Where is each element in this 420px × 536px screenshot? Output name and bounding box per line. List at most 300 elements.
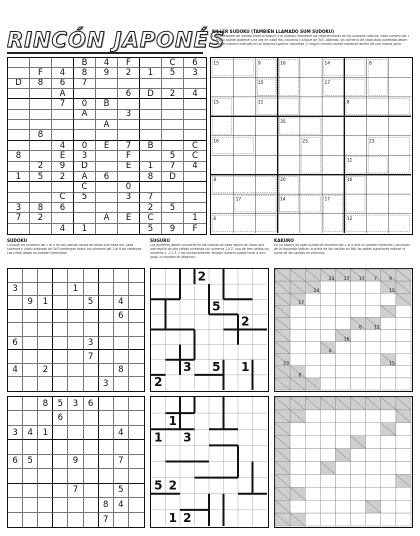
- sudoku-cell[interactable]: 6: [53, 411, 68, 425]
- sudoku-cell[interactable]: 3: [8, 203, 30, 213]
- sudoku-cell[interactable]: 9: [96, 68, 118, 78]
- sudoku-cell[interactable]: [114, 323, 129, 337]
- sudoku-cell[interactable]: [38, 484, 53, 498]
- sudoku-cell[interactable]: [84, 440, 99, 454]
- sudoku-cell[interactable]: 1: [140, 162, 162, 172]
- sudoku-cell[interactable]: [84, 455, 99, 469]
- sudoku-cell[interactable]: [52, 182, 74, 192]
- sudoku-cell[interactable]: 3: [84, 337, 99, 351]
- sudoku-cell[interactable]: D: [140, 89, 162, 99]
- sudoku-cell[interactable]: 4: [23, 426, 38, 440]
- sudoku-cell[interactable]: 5: [74, 193, 96, 203]
- sudoku-cell[interactable]: [96, 182, 118, 192]
- sudoku-cell[interactable]: 6: [8, 337, 23, 351]
- sudoku-cell[interactable]: 0: [74, 99, 96, 109]
- sudoku-cell[interactable]: [38, 377, 53, 391]
- sudoku-cell[interactable]: [129, 484, 144, 498]
- sudoku-cell[interactable]: F: [30, 68, 52, 78]
- sudoku-cell[interactable]: [23, 364, 38, 378]
- sudoku-cell[interactable]: [114, 337, 129, 351]
- sudoku-cell[interactable]: [8, 498, 23, 512]
- sudoku-cell[interactable]: [129, 513, 144, 527]
- sudoku-cell[interactable]: D: [74, 162, 96, 172]
- sudoku-cell[interactable]: [140, 151, 162, 161]
- sudoku-cell[interactable]: [99, 269, 114, 283]
- sudoku-cell[interactable]: [30, 58, 52, 68]
- sudoku-cell[interactable]: 8: [38, 397, 53, 411]
- sudoku-cell[interactable]: [8, 141, 30, 151]
- sudoku-cell[interactable]: A: [74, 172, 96, 182]
- sudoku-cell[interactable]: 4: [114, 426, 129, 440]
- sudoku-cell[interactable]: [53, 455, 68, 469]
- sudoku-cell[interactable]: [114, 469, 129, 483]
- sudoku-cell[interactable]: [23, 269, 38, 283]
- sudoku-cell[interactable]: [8, 310, 23, 324]
- sudoku-cell[interactable]: 3: [118, 110, 140, 120]
- sudoku-cell[interactable]: [99, 469, 114, 483]
- sudoku-cell[interactable]: [8, 323, 23, 337]
- sudoku-cell[interactable]: [23, 498, 38, 512]
- sudoku-cell[interactable]: [99, 337, 114, 351]
- sudoku-cell[interactable]: [38, 350, 53, 364]
- sudoku-cell[interactable]: [118, 172, 140, 182]
- sudoku-cell[interactable]: 5: [30, 172, 52, 182]
- sudoku-cell[interactable]: A: [96, 120, 118, 130]
- sudoku-cell[interactable]: [140, 130, 162, 140]
- sudoku-cell[interactable]: 8: [114, 364, 129, 378]
- sudoku-cell[interactable]: [140, 79, 162, 89]
- sudoku-cell[interactable]: C: [74, 182, 96, 192]
- sudoku-cell[interactable]: 1: [184, 213, 206, 223]
- sudoku-cell[interactable]: [114, 411, 129, 425]
- sudoku-cell[interactable]: [52, 130, 74, 140]
- sudoku-cell[interactable]: [162, 130, 184, 140]
- sudoku-cell[interactable]: [8, 469, 23, 483]
- sudoku-cell[interactable]: [162, 213, 184, 223]
- sudoku-cell[interactable]: [74, 89, 96, 99]
- sudoku-cell[interactable]: [162, 193, 184, 203]
- sudoku-cell[interactable]: A: [96, 213, 118, 223]
- sudoku-cell[interactable]: [23, 440, 38, 454]
- sudoku-cell[interactable]: [118, 79, 140, 89]
- sudoku-cell[interactable]: 5: [84, 296, 99, 310]
- sudoku-cell[interactable]: 1: [38, 296, 53, 310]
- sudoku-cell[interactable]: 2: [162, 89, 184, 99]
- sudoku-cell[interactable]: [23, 350, 38, 364]
- sudoku-cell[interactable]: [114, 513, 129, 527]
- sudoku-cell[interactable]: [129, 498, 144, 512]
- sudoku-cell[interactable]: 6: [84, 397, 99, 411]
- sudoku-cell[interactable]: [8, 224, 30, 234]
- sudoku-cell[interactable]: 3: [68, 397, 83, 411]
- sudoku-cell[interactable]: 8: [30, 130, 52, 140]
- sudoku-cell[interactable]: F: [118, 151, 140, 161]
- sudoku-cell[interactable]: C: [162, 58, 184, 68]
- sudoku-cell[interactable]: [140, 58, 162, 68]
- sudoku-cell[interactable]: 7: [84, 350, 99, 364]
- sudoku-cell[interactable]: [53, 310, 68, 324]
- sudoku-cell[interactable]: [140, 182, 162, 192]
- sudoku-cell[interactable]: 7: [140, 193, 162, 203]
- sudoku-cell[interactable]: 6: [114, 310, 129, 324]
- sudoku-cell[interactable]: 2: [118, 68, 140, 78]
- sudoku-cell[interactable]: [68, 377, 83, 391]
- sudoku-cell[interactable]: [8, 193, 30, 203]
- sudoku-cell[interactable]: [99, 283, 114, 297]
- sudoku-cell[interactable]: [8, 484, 23, 498]
- sudoku-cell[interactable]: [68, 469, 83, 483]
- sudoku-cell[interactable]: [99, 350, 114, 364]
- sudoku-cell[interactable]: [84, 310, 99, 324]
- sudoku-cell[interactable]: [38, 513, 53, 527]
- sudoku-cell[interactable]: [84, 283, 99, 297]
- sudoku-cell[interactable]: [99, 310, 114, 324]
- sudoku-cell[interactable]: [99, 426, 114, 440]
- sudoku-cell[interactable]: 9: [23, 296, 38, 310]
- sudoku-cell[interactable]: 8: [99, 498, 114, 512]
- sudoku-cell[interactable]: [129, 411, 144, 425]
- sudoku-cell[interactable]: [23, 377, 38, 391]
- sudoku-cell[interactable]: [129, 337, 144, 351]
- sudoku-cell[interactable]: [30, 89, 52, 99]
- sudoku-cell[interactable]: [99, 364, 114, 378]
- sudoku-cell[interactable]: [8, 99, 30, 109]
- sudoku-cell[interactable]: [53, 323, 68, 337]
- sudoku-cell[interactable]: [84, 498, 99, 512]
- sudoku-cell[interactable]: [53, 364, 68, 378]
- sudoku-cell[interactable]: 4: [184, 162, 206, 172]
- sudoku-cell[interactable]: 8: [30, 203, 52, 213]
- sudoku-cell[interactable]: 7: [74, 79, 96, 89]
- sudoku-cell[interactable]: 2: [140, 203, 162, 213]
- sudoku-cell[interactable]: 7: [68, 484, 83, 498]
- sudoku-cell[interactable]: A: [52, 89, 74, 99]
- sudoku-cell[interactable]: [118, 120, 140, 130]
- sudoku-cell[interactable]: 4: [52, 224, 74, 234]
- sudoku-cell[interactable]: 5: [162, 151, 184, 161]
- sudoku-cell[interactable]: 4: [114, 296, 129, 310]
- sudoku-cell[interactable]: [184, 203, 206, 213]
- sudoku-cell[interactable]: [23, 323, 38, 337]
- sudoku-cell[interactable]: [96, 224, 118, 234]
- sudoku-cell[interactable]: [53, 440, 68, 454]
- sudoku-cell[interactable]: [30, 110, 52, 120]
- sudoku-cell[interactable]: [84, 364, 99, 378]
- sudoku-cell[interactable]: [84, 411, 99, 425]
- sudoku-cell[interactable]: [114, 440, 129, 454]
- sudoku-cell[interactable]: 0: [74, 141, 96, 151]
- sudoku-cell[interactable]: 4: [114, 498, 129, 512]
- sudoku-cell[interactable]: [129, 440, 144, 454]
- sudoku-cell[interactable]: 1: [140, 68, 162, 78]
- sudoku-cell[interactable]: [53, 426, 68, 440]
- sudoku-cell[interactable]: 4: [52, 141, 74, 151]
- sudoku-cell[interactable]: [114, 397, 129, 411]
- sudoku-cell[interactable]: 5: [162, 203, 184, 213]
- sudoku-cell[interactable]: 2: [30, 162, 52, 172]
- sudoku-cell[interactable]: [99, 411, 114, 425]
- sudoku-cell[interactable]: [114, 350, 129, 364]
- sudoku-cell[interactable]: [118, 224, 140, 234]
- sudoku-cell[interactable]: [30, 120, 52, 130]
- sudoku-cell[interactable]: 6: [184, 58, 206, 68]
- sudoku-cell[interactable]: [38, 269, 53, 283]
- sudoku-cell[interactable]: [30, 193, 52, 203]
- sudoku-cell[interactable]: [68, 440, 83, 454]
- sudoku-cell[interactable]: [8, 440, 23, 454]
- sudoku-cell[interactable]: [184, 193, 206, 203]
- sudoku-cell[interactable]: [140, 99, 162, 109]
- sudoku-cell[interactable]: 8: [30, 79, 52, 89]
- sudoku-cell[interactable]: [8, 162, 30, 172]
- sudoku-cell[interactable]: [38, 498, 53, 512]
- sudoku-cell[interactable]: [52, 58, 74, 68]
- sudoku-cell[interactable]: A: [74, 110, 96, 120]
- sudoku-cell[interactable]: [129, 350, 144, 364]
- sudoku-cell[interactable]: C: [52, 193, 74, 203]
- sudoku-cell[interactable]: [38, 469, 53, 483]
- sudoku-cell[interactable]: [129, 364, 144, 378]
- sudoku-cell[interactable]: [30, 141, 52, 151]
- sudoku-cell[interactable]: 0: [118, 182, 140, 192]
- sudoku-cell[interactable]: 5: [114, 484, 129, 498]
- sudoku-cell[interactable]: 3: [8, 426, 23, 440]
- sudoku-cell[interactable]: 7: [8, 213, 30, 223]
- sudoku-cell[interactable]: 5: [140, 224, 162, 234]
- sudoku-cell[interactable]: 2: [52, 172, 74, 182]
- sudoku-cell[interactable]: [8, 110, 30, 120]
- sudoku-cell[interactable]: [184, 79, 206, 89]
- sudoku-cell[interactable]: 4: [8, 364, 23, 378]
- sudoku-cell[interactable]: [74, 203, 96, 213]
- sudoku-cell[interactable]: C: [184, 141, 206, 151]
- sudoku-cell[interactable]: B: [74, 58, 96, 68]
- sudoku-cell[interactable]: 3: [74, 151, 96, 161]
- sudoku-cell[interactable]: [53, 513, 68, 527]
- sudoku-cell[interactable]: C: [184, 151, 206, 161]
- sudoku-cell[interactable]: [38, 323, 53, 337]
- sudoku-cell[interactable]: [53, 350, 68, 364]
- sudoku-cell[interactable]: [23, 484, 38, 498]
- sudoku-cell[interactable]: [23, 397, 38, 411]
- sudoku-cell[interactable]: 5: [162, 68, 184, 78]
- sudoku-cell[interactable]: [129, 397, 144, 411]
- sudoku-cell[interactable]: [129, 310, 144, 324]
- sudoku-cell[interactable]: [114, 283, 129, 297]
- sudoku-cell[interactable]: D: [8, 79, 30, 89]
- sudoku-cell[interactable]: [52, 120, 74, 130]
- sudoku-cell[interactable]: [129, 426, 144, 440]
- sudoku-cell[interactable]: [84, 269, 99, 283]
- sudoku-cell[interactable]: [129, 323, 144, 337]
- sudoku-cell[interactable]: [53, 498, 68, 512]
- sudoku-cell[interactable]: 9: [52, 162, 74, 172]
- sudoku-cell[interactable]: [99, 323, 114, 337]
- sudoku-cell[interactable]: 3: [118, 193, 140, 203]
- sudoku-cell[interactable]: [84, 484, 99, 498]
- sudoku-cell[interactable]: [96, 89, 118, 99]
- sudoku-cell[interactable]: 2: [38, 364, 53, 378]
- sudoku-cell[interactable]: [38, 440, 53, 454]
- sudoku-cell[interactable]: 7: [99, 513, 114, 527]
- sudoku-cell[interactable]: [129, 283, 144, 297]
- sudoku-cell[interactable]: 1: [8, 172, 30, 182]
- sudoku-cell[interactable]: [184, 172, 206, 182]
- sudoku-cell[interactable]: [23, 513, 38, 527]
- sudoku-cell[interactable]: [162, 141, 184, 151]
- sudoku-cell[interactable]: 1: [74, 224, 96, 234]
- sudoku-cell[interactable]: [162, 182, 184, 192]
- sudoku-cell[interactable]: [30, 182, 52, 192]
- sudoku-cell[interactable]: [99, 397, 114, 411]
- sudoku-cell[interactable]: [38, 411, 53, 425]
- sudoku-cell[interactable]: [140, 110, 162, 120]
- sudoku-cell[interactable]: [23, 411, 38, 425]
- sudoku-cell[interactable]: [162, 120, 184, 130]
- sudoku-cell[interactable]: B: [140, 141, 162, 151]
- sudoku-cell[interactable]: [84, 513, 99, 527]
- sudoku-cell[interactable]: [84, 377, 99, 391]
- sudoku-cell[interactable]: E: [118, 162, 140, 172]
- sudoku-cell[interactable]: [129, 269, 144, 283]
- sudoku-cell[interactable]: [68, 498, 83, 512]
- sudoku-cell[interactable]: [129, 469, 144, 483]
- sudoku-cell[interactable]: [96, 110, 118, 120]
- sudoku-cell[interactable]: [129, 455, 144, 469]
- sudoku-cell[interactable]: [96, 151, 118, 161]
- sudoku-cell[interactable]: E: [96, 141, 118, 151]
- sudoku-cell[interactable]: [53, 484, 68, 498]
- sudoku-cell[interactable]: [8, 130, 30, 140]
- sudoku-cell[interactable]: 3: [8, 283, 23, 297]
- sudoku-cell[interactable]: 7: [162, 162, 184, 172]
- sudoku-cell[interactable]: 5: [23, 455, 38, 469]
- sudoku-cell[interactable]: [8, 350, 23, 364]
- sudoku-cell[interactable]: [53, 377, 68, 391]
- sudoku-cell[interactable]: [74, 120, 96, 130]
- sudoku-cell[interactable]: 1: [68, 283, 83, 297]
- sudoku-cell[interactable]: F: [192, 223, 198, 234]
- sudoku-cell[interactable]: 7: [114, 455, 129, 469]
- sudoku-cell[interactable]: [74, 130, 96, 140]
- sudoku-cell[interactable]: [84, 323, 99, 337]
- sudoku-cell[interactable]: [53, 337, 68, 351]
- sudoku-cell[interactable]: 4: [52, 68, 74, 78]
- sudoku-cell[interactable]: [8, 120, 30, 130]
- sudoku-cell[interactable]: 4: [184, 89, 206, 99]
- sudoku-cell[interactable]: [53, 269, 68, 283]
- sudoku-cell[interactable]: [184, 182, 206, 192]
- sudoku-cell[interactable]: [96, 162, 118, 172]
- sudoku-cell[interactable]: [8, 411, 23, 425]
- sudoku-cell[interactable]: 5: [53, 397, 68, 411]
- sudoku-cell[interactable]: 8: [140, 172, 162, 182]
- sudoku-cell[interactable]: [99, 296, 114, 310]
- sudoku-cell[interactable]: C: [140, 213, 162, 223]
- sudoku-cell[interactable]: [38, 337, 53, 351]
- sudoku-cell[interactable]: [8, 377, 23, 391]
- sudoku-cell[interactable]: [84, 426, 99, 440]
- sudoku-cell[interactable]: [8, 182, 30, 192]
- sudoku-cell[interactable]: [99, 484, 114, 498]
- sudoku-cell[interactable]: 4: [96, 58, 118, 68]
- sudoku-cell[interactable]: [184, 120, 206, 130]
- sudoku-cell[interactable]: 8: [8, 151, 30, 161]
- sudoku-cell[interactable]: 6: [118, 89, 140, 99]
- sudoku-cell[interactable]: [118, 130, 140, 140]
- sudoku-cell[interactable]: [162, 79, 184, 89]
- sudoku-cell[interactable]: [23, 469, 38, 483]
- sudoku-cell[interactable]: 8: [74, 68, 96, 78]
- sudoku-cell[interactable]: [114, 269, 129, 283]
- sudoku-cell[interactable]: [52, 213, 74, 223]
- sudoku-cell[interactable]: [68, 364, 83, 378]
- sudoku-cell[interactable]: [52, 110, 74, 120]
- sudoku-cell[interactable]: [129, 377, 144, 391]
- sudoku-cell[interactable]: [23, 310, 38, 324]
- sudoku-cell[interactable]: 9: [162, 224, 184, 234]
- sudoku-cell[interactable]: [30, 151, 52, 161]
- sudoku-cell[interactable]: 6: [52, 79, 74, 89]
- sudoku-cell[interactable]: [30, 224, 52, 234]
- sudoku-cell[interactable]: [99, 440, 114, 454]
- sudoku-cell[interactable]: [162, 99, 184, 109]
- sudoku-cell[interactable]: [140, 120, 162, 130]
- sudoku-cell[interactable]: [8, 58, 30, 68]
- sudoku-cell[interactable]: [8, 397, 23, 411]
- sudoku-cell[interactable]: [96, 130, 118, 140]
- sudoku-cell[interactable]: D: [162, 172, 184, 182]
- sudoku-cell[interactable]: [8, 296, 23, 310]
- sudoku-cell[interactable]: B: [96, 99, 118, 109]
- sudoku-cell[interactable]: [129, 296, 144, 310]
- sudoku-cell[interactable]: [184, 130, 206, 140]
- sudoku-cell[interactable]: 6: [96, 172, 118, 182]
- sudoku-cell[interactable]: [68, 426, 83, 440]
- sudoku-cell[interactable]: [68, 350, 83, 364]
- sudoku-cell[interactable]: [118, 99, 140, 109]
- sudoku-cell[interactable]: [99, 455, 114, 469]
- sudoku-cell[interactable]: F: [118, 58, 140, 68]
- sudoku-cell[interactable]: [96, 203, 118, 213]
- sudoku-cell[interactable]: [118, 203, 140, 213]
- sudoku-cell[interactable]: [23, 337, 38, 351]
- sudoku-cell[interactable]: [38, 455, 53, 469]
- sudoku-cell[interactable]: [8, 269, 23, 283]
- sudoku-cell[interactable]: [74, 213, 96, 223]
- sudoku-cell[interactable]: [23, 283, 38, 297]
- sudoku-cell[interactable]: [114, 377, 129, 391]
- sudoku-cell[interactable]: 2: [30, 213, 52, 223]
- sudoku-cell[interactable]: [184, 99, 206, 109]
- sudoku-cell[interactable]: [96, 79, 118, 89]
- sudoku-cell[interactable]: 6: [52, 203, 74, 213]
- sudoku-cell[interactable]: [8, 68, 30, 78]
- sudoku-cell[interactable]: [38, 310, 53, 324]
- sudoku-cell[interactable]: [53, 296, 68, 310]
- sudoku-cell[interactable]: [30, 99, 52, 109]
- sudoku-cell[interactable]: [184, 110, 206, 120]
- sudoku-cell[interactable]: 1: [38, 426, 53, 440]
- sudoku-cell[interactable]: E: [52, 151, 74, 161]
- sudoku-cell[interactable]: [68, 269, 83, 283]
- sudoku-cell[interactable]: E: [118, 213, 140, 223]
- sudoku-cell[interactable]: [53, 283, 68, 297]
- sudoku-cell[interactable]: [84, 469, 99, 483]
- sudoku-cell[interactable]: [38, 283, 53, 297]
- sudoku-cell[interactable]: 3: [99, 377, 114, 391]
- sudoku-cell[interactable]: [53, 469, 68, 483]
